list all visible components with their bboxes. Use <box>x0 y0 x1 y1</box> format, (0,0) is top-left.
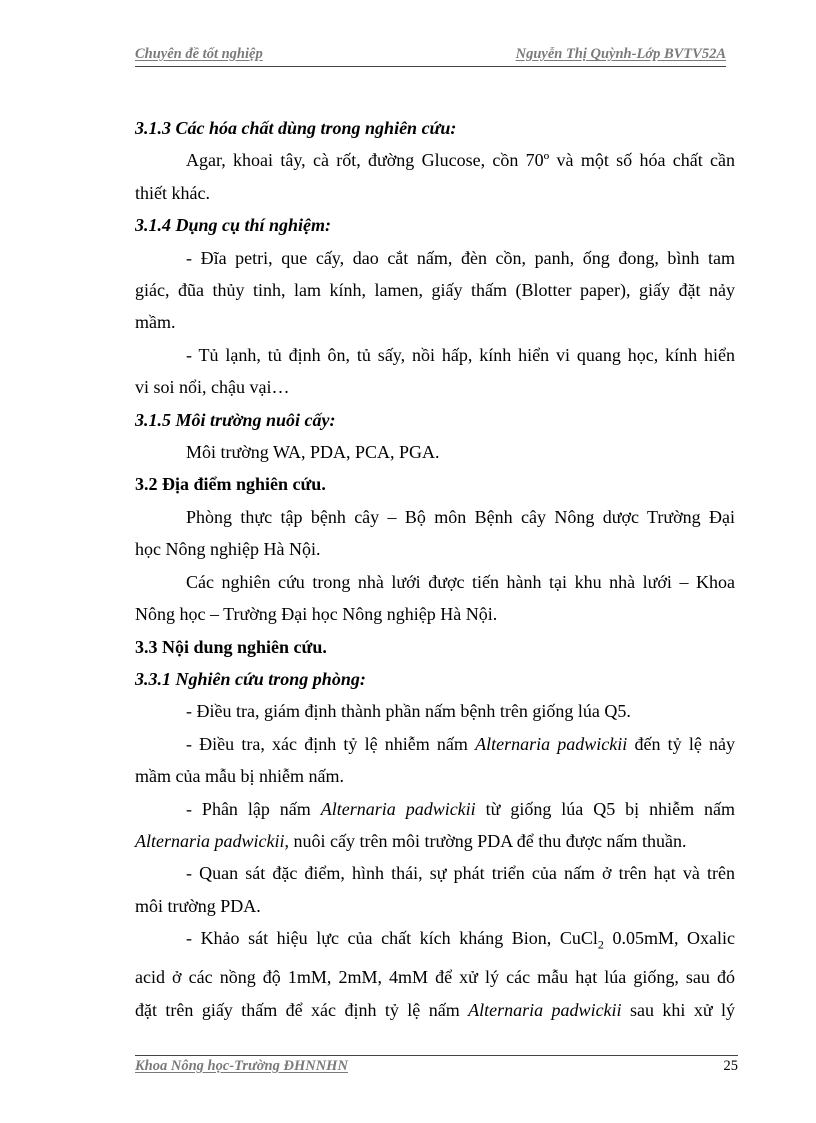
content-bullet-2-line2: mầm của mẫu bị nhiễm nấm. <box>135 766 344 787</box>
section-3-1-5-heading: 3.1.5 Môi trường nuôi cấy: <box>135 409 336 430</box>
content-bullet-2: - Điều tra, xác định tỷ lệ nhiễm nấm Alternaria padwickii đến tỷ lệ nảy <box>186 733 735 754</box>
location-paragraph-2-line2: Nông học – Trường Đại học Nông nghiệp Hà Nội. <box>135 604 498 625</box>
footer-institution: Khoa Nông học-Trường ĐHNNHN <box>135 1058 348 1074</box>
equipment-paragraph-2-line2: vi soi nổi, chậu vại… <box>135 377 290 398</box>
header-author: Nguyễn Thị Quỳnh-Lớp BVTV52A <box>515 46 726 62</box>
location-paragraph-1: Phòng thực tập bệnh cây – Bộ môn Bệnh cây Nông dược Trường Đại <box>186 506 735 527</box>
equipment-paragraph-1: - Đĩa petri, que cấy, dao cắt nấm, đèn cồn, panh, ống đong, bình tam <box>186 247 735 268</box>
content-bullet-1: - Điều tra, giám định thành phần nấm bệnh trên giống lúa Q5. <box>186 701 631 722</box>
content-bullet-3-line2: Alternaria padwickii, nuôi cấy trên môi trường PDA để thu được nấm thuần. <box>135 830 687 851</box>
content-bullet-5-line2: acid ở các nồng độ 1mM, 2mM, 4mM để xử lý các mẫu hạt lúa giống, sau đó <box>135 967 735 988</box>
section-3-1-3-heading: 3.1.3 Các hóa chất dùng trong nghiên cứu: <box>135 118 457 138</box>
equipment-paragraph-1-line2: giác, đũa thủy tinh, lam kính, lamen, giấy thấm (Blotter paper), giấy đặt nảy <box>135 280 735 301</box>
section-3-1-3-paragraph: Agar, khoai tây, cà rốt, đường Glucose, cồn 70º và một số hóa chất cần <box>186 150 735 171</box>
location-paragraph-1-line2: học Nông nghiệp Hà Nội. <box>135 539 321 560</box>
content-bullet-5: - Khảo sát hiệu lực của chất kích kháng Bion, CuCl$_2$ 0.05mM, Oxalic <box>186 928 735 952</box>
location-paragraph-2: Các nghiên cứu trong nhà lưới được tiến hành tại khu nhà lưới – Khoa <box>186 571 735 592</box>
content-bullet-4-line2: môi trường PDA. <box>135 895 261 916</box>
content-bullet-4: - Quan sát đặc điểm, hình thái, sự phát triển của nấm ở trên hạt và trên <box>186 863 735 884</box>
header-title: Chuyên đề tốt nghiệp <box>135 46 263 62</box>
content-bullet-3: - Phân lập nấm Alternaria padwickii từ giống lúa Q5 bị nhiễm nấm <box>186 798 736 819</box>
page-footer <box>135 1058 738 1080</box>
content-bullet-5-line3: đặt trên giấy thấm để xác định tỷ lệ nấm Alternaria padwickii sau khi xử lý <box>135 999 736 1020</box>
section-3-2-heading: 3.2 Địa điểm nghiên cứu. <box>135 474 326 495</box>
equipment-paragraph-1-line3: mầm. <box>135 312 176 333</box>
section-3-3-heading: 3.3 Nội dung nghiên cứu. <box>135 636 327 657</box>
footer-rule <box>135 1055 738 1056</box>
media-paragraph: Môi trường WA, PDA, PCA, PGA. <box>186 442 440 463</box>
page-number: 25 <box>723 1058 738 1074</box>
page-header <box>135 46 726 70</box>
equipment-paragraph-2: - Tủ lạnh, tủ định ôn, tủ sấy, nồi hấp, kính hiển vi quang học, kính hiển <box>186 344 735 365</box>
document-body <box>135 112 735 1026</box>
section-3-1-3-paragraph-end: thiết khác. <box>135 182 210 203</box>
header-rule <box>135 66 726 67</box>
section-3-3-1-heading: 3.3.1 Nghiên cứu trong phòng: <box>135 668 366 689</box>
section-3-1-4-heading: 3.1.4 Dụng cụ thí nghiệm: <box>135 215 332 236</box>
